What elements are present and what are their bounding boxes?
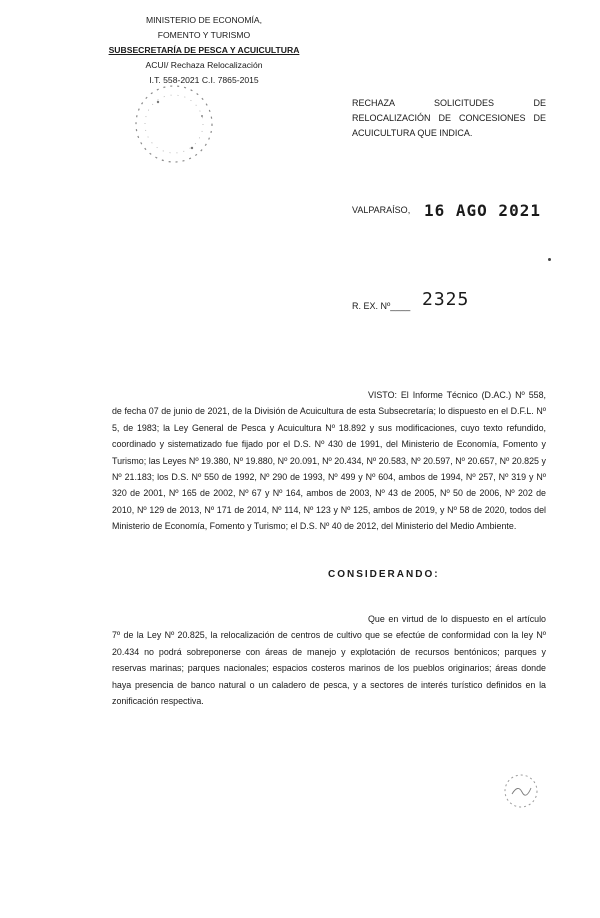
letterhead-reference: ACUI/ Rechaza Relocalización: [145, 60, 263, 70]
considerando-paragraph: Que en virtud de lo dispuesto en el artículo 7º de la Ley Nº 20.825, la relocalización de centros de cultivo que se efectúe de conformidad con la ley Nº 20.434 no podrá sobreponerse con áreas de manejo y explotación de recursos bentónicos; parques y reservas marinas; parques nacionales; espacios costeros marinos de los pueblos originarios; áreas donde haya presencia de banco natural o un caladero de pesca, y a sectores de interés turístico definidos en la zonificación respectiva.: [112, 614, 546, 707]
letterhead-file-number: I.T. 558-2021 C.I. 7865-2015: [149, 75, 259, 85]
place-label: VALPARAÍSO,: [352, 205, 411, 215]
letterhead-ministry-2: FOMENTO Y TURISMO: [157, 30, 251, 40]
ink-dot: [548, 258, 551, 261]
letterhead-subsecretary: SUBSECRETARÍA DE PESCA Y ACUICULTURA: [108, 45, 300, 55]
resolution-number: 2325: [422, 289, 470, 310]
letterhead-ministry: MINISTERIO DE ECONOMÍA,: [145, 15, 263, 25]
initials-stamp-icon: [500, 770, 542, 812]
letterhead: [104, 13, 304, 88]
considerando-heading: CONSIDERANDO:: [328, 569, 440, 580]
date-stamp: 16 AGO 2021: [424, 201, 541, 220]
visto-paragraph: VISTO: El Informe Técnico (D.AC.) Nº 558, de fecha 07 de junio de 2021, de la División de Acuicultura de esta Subsecretaría; lo dispuesto en el D.F.L. Nº 5, de 1983; la Ley General de Pesca y Acuicultura Nº 18.892 y sus modificaciones, cuyo texto refundido, coordinado y sistematizado fue fijado por el D.S. Nº 430 de 1991, del Ministerio de Economía, Fomento y Turismo; las Leyes Nº 19.380, Nº 19.880, Nº 20.091, Nº 20.434, Nº 20.583, Nº 20.597, Nº 20.657, Nº 20.825 y Nº 21.183; los D.S. Nº 550 de 1992, Nº 290 de 1993, Nº 499 y Nº 604, ambos de 1994, Nº 257, Nº 319 y Nº 320 de 2001, Nº 165 de 2002, Nº 67 y Nº 164, ambos de 2003, Nº 43 de 2005, Nº 50 de 2006, Nº 202 de 2010, Nº 129 de 2013, Nº 171 de 2014, Nº 114, Nº 123 y Nº 125, ambos de 2019, y Nº 58 de 2020, todos del Ministerio de Economía, Fomento y Turismo; el D.S. Nº 40 de 2012, del Ministerio del Medio Ambiente.: [112, 390, 546, 532]
official-seal-icon: [128, 78, 220, 170]
document-subject: RECHAZA SOLICITUDES DE RELOCALIZACIÓN DE CONCESIONES DE ACUICULTURA QUE INDICA.: [352, 98, 546, 138]
resolution-label: R. EX. Nº____: [352, 301, 411, 311]
